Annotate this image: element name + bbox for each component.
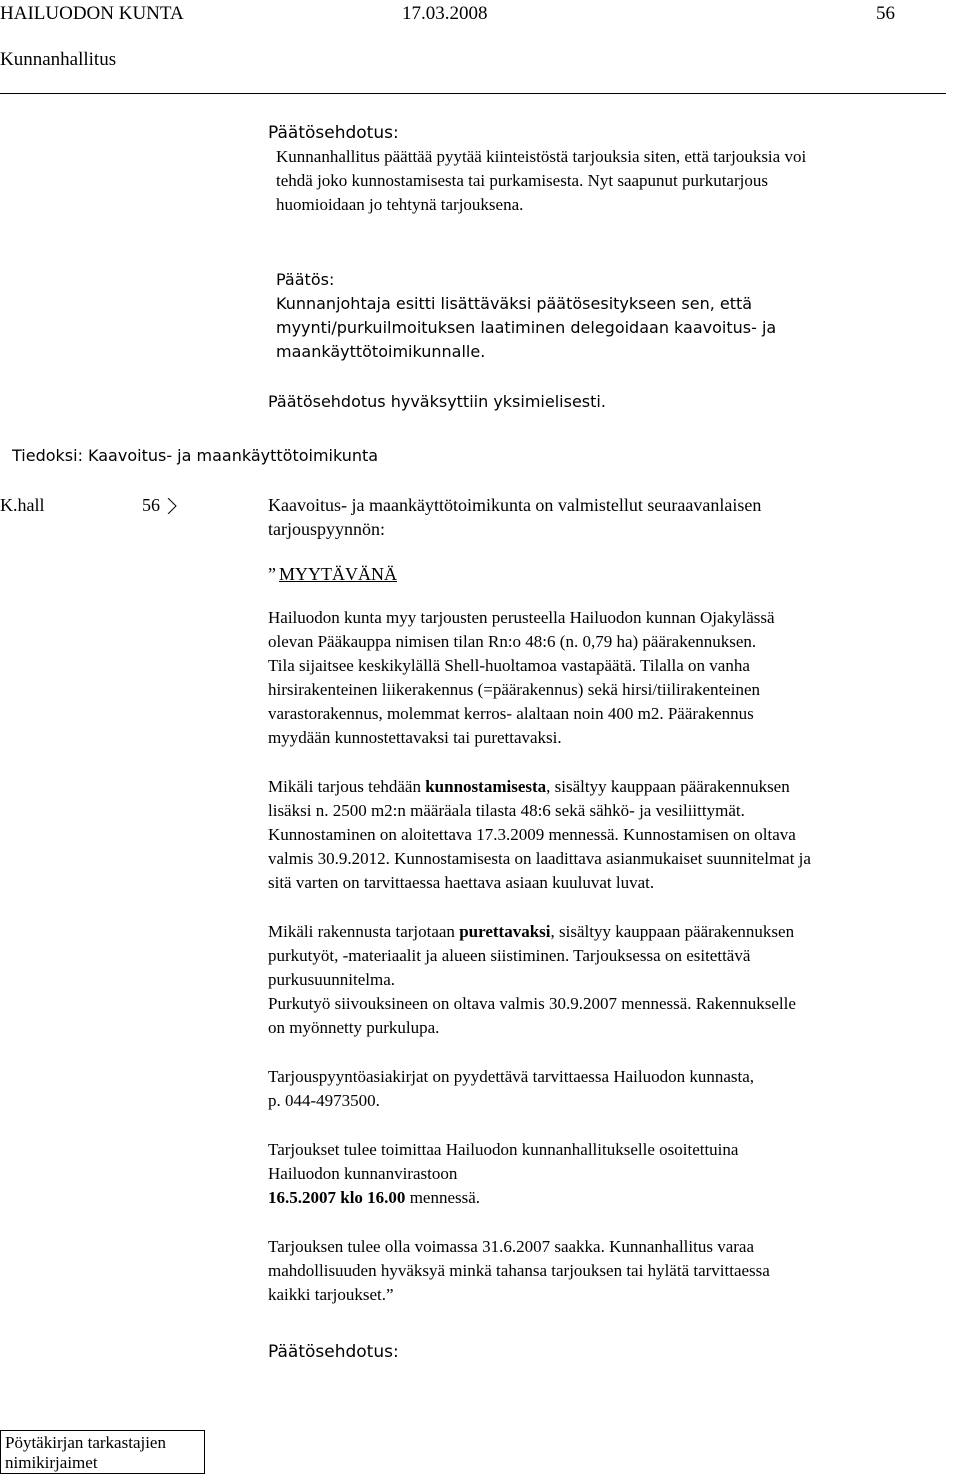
paragraph-line: olevan Pääkauppa nimisen tilan Rn:o 48:6 (n. 0,79 ha) päärakennuksen. (268, 632, 757, 651)
section-ref: K.hall (0, 495, 45, 515)
paragraph-line: hirsirakenteinen liikerakennus (=päärakennus) sekä hirsi/tiilirakenteinen (268, 680, 761, 699)
tiedoksi-note: Tiedoksi: Kaavoitus- ja maankäyttötoimikunta (12, 446, 379, 465)
paragraph-line: sitä varten on tarvittaessa haettava asiaan kuuluvat luvat. (268, 873, 655, 892)
paragraph-line: Mikäli rakennusta tarjotaan purettavaksi, sisältyy kauppaan päärakennuksen (268, 922, 795, 941)
decision-block (268, 268, 776, 414)
decision-line: maankäyttötoimikunnalle. (276, 342, 486, 361)
paragraph-line: Tarjoukset tulee toimittaa Hailuodon kunnanhallitukselle osoitettuina (268, 1140, 739, 1159)
bold-term: kunnostamisesta (425, 777, 547, 796)
proposal-line: Kunnanhallitus päättää pyytää kiinteistöstä tarjouksia siten, että tarjouksia voi (276, 147, 807, 166)
paragraph-line: lisäksi n. 2500 m2:n määräala tilasta 48:6 sekä sähkö- ja vesiliittymät. (268, 801, 745, 820)
paragraph-line: p. 044-4973500. (268, 1091, 380, 1110)
decision-line: Kunnanjohtaja esitti lisättäväksi päätösesitykseen sen, että (276, 294, 753, 313)
paragraph-line: purkusuunnitelma. (268, 970, 396, 989)
paragraph-3 (268, 920, 811, 1040)
paragraph-line: 16.5.2007 klo 16.00 mennessä. (268, 1188, 481, 1207)
paragraph-line: valmis 30.9.2012. Kunnostamisesta on laadittava asianmukaiset suunnitelmat ja (268, 849, 811, 868)
proposal-block (268, 121, 806, 217)
header-divider (0, 93, 946, 94)
paragraph-1 (268, 606, 811, 750)
proposal-label: Päätösehdotus: (268, 123, 399, 143)
paragraph-line: Tila sijaitsee keskikylällä Shell-huoltamoa vastapäätä. Tilalla on vanha (268, 656, 750, 675)
paragraph-line: on myönnetty purkulupa. (268, 1018, 440, 1037)
footer-line: nimikirjaimet (5, 1453, 98, 1472)
open-quote: ” (268, 564, 276, 584)
section-intro: Kaavoitus- ja maankäyttötoimikunta on valmistellut seuraavanlaisen (268, 495, 762, 515)
paragraph-line: varastorakennus, molemmat kerros- alaltaan noin 400 m2. Päärakennus (268, 704, 754, 723)
paragraph-line: Tarjouspyyntöasiakirjat on pyydettävä tarvittaessa Hailuodon kunnasta, (268, 1067, 755, 1086)
paragraph-line: kaikki tarjoukset.” (268, 1285, 394, 1304)
paragraph-line: mahdollisuuden hyväksyä minkä tahansa tarjouksen tai hylätä tarvittaessa (268, 1261, 770, 1280)
decision-line: myynti/purkuilmoituksen laatiminen delegoidaan kaavoitus- ja (276, 318, 777, 337)
paragraph-2 (268, 775, 811, 895)
header-date: 17.03.2008 (402, 3, 488, 24)
footer-initials-box (0, 1430, 205, 1474)
section-intro: tarjouspyynnön: (268, 519, 385, 539)
section-proposal-label: Päätösehdotus: (268, 1342, 399, 1362)
header-body-name: Kunnanhallitus (0, 49, 117, 70)
paragraph-line: Mikäli tarjous tehdään kunnostamisesta, sisältyy kauppaan päärakennuksen (268, 777, 790, 796)
paragraph-4 (268, 1065, 811, 1113)
header-org: HAILUODON KUNTA (0, 3, 184, 24)
paragraph-line: Tarjouksen tulee olla voimassa 31.6.2007 saakka. Kunnanhallitus varaa (268, 1237, 755, 1256)
proposal-line: huomioidaan jo tehtynä tarjouksena. (276, 195, 524, 214)
decision-label: Päätös: (276, 270, 335, 289)
paragraph-line: purkutyöt, -materiaalit ja alueen siistiminen. Tarjouksessa on esitettävä (268, 946, 751, 965)
decision-approved: Päätösehdotus hyväksyttiin yksimielisesti. (268, 392, 606, 411)
proposal-line: tehdä joko kunnostamisesta tai purkamisesta. Nyt saapunut purkutarjous (276, 171, 768, 190)
offer-title-line (268, 562, 811, 586)
paragraph-line: Hailuodon kunta myy tarjousten perusteella Hailuodon kunnan Ojakylässä (268, 608, 775, 627)
section-body (268, 493, 811, 1364)
paragraph-6 (268, 1235, 811, 1307)
deadline: 16.5.2007 klo 16.00 (268, 1188, 406, 1207)
offer-title: MYYTÄVÄNÄ (279, 564, 397, 584)
paragraph-line: Kunnostaminen on aloitettava 17.3.2009 mennessä. Kunnostamisen on oltava (268, 825, 796, 844)
footer-line: Pöytäkirjan tarkastajien (5, 1433, 166, 1452)
page-number: 56 (876, 3, 895, 24)
section-sign-icon (165, 498, 179, 514)
bold-term: purettavaksi (459, 922, 551, 941)
section-number: 56 (142, 495, 160, 515)
paragraph-5 (268, 1138, 811, 1210)
paragraph-line: Hailuodon kunnanvirastoon (268, 1164, 458, 1183)
paragraph-line: Purkutyö siivouksineen on oltava valmis 30.9.2007 mennessä. Rakennukselle (268, 994, 796, 1013)
section-number-wrap (142, 493, 179, 517)
paragraph-line: myydään kunnostettavaksi tai purettavaksi. (268, 728, 562, 747)
